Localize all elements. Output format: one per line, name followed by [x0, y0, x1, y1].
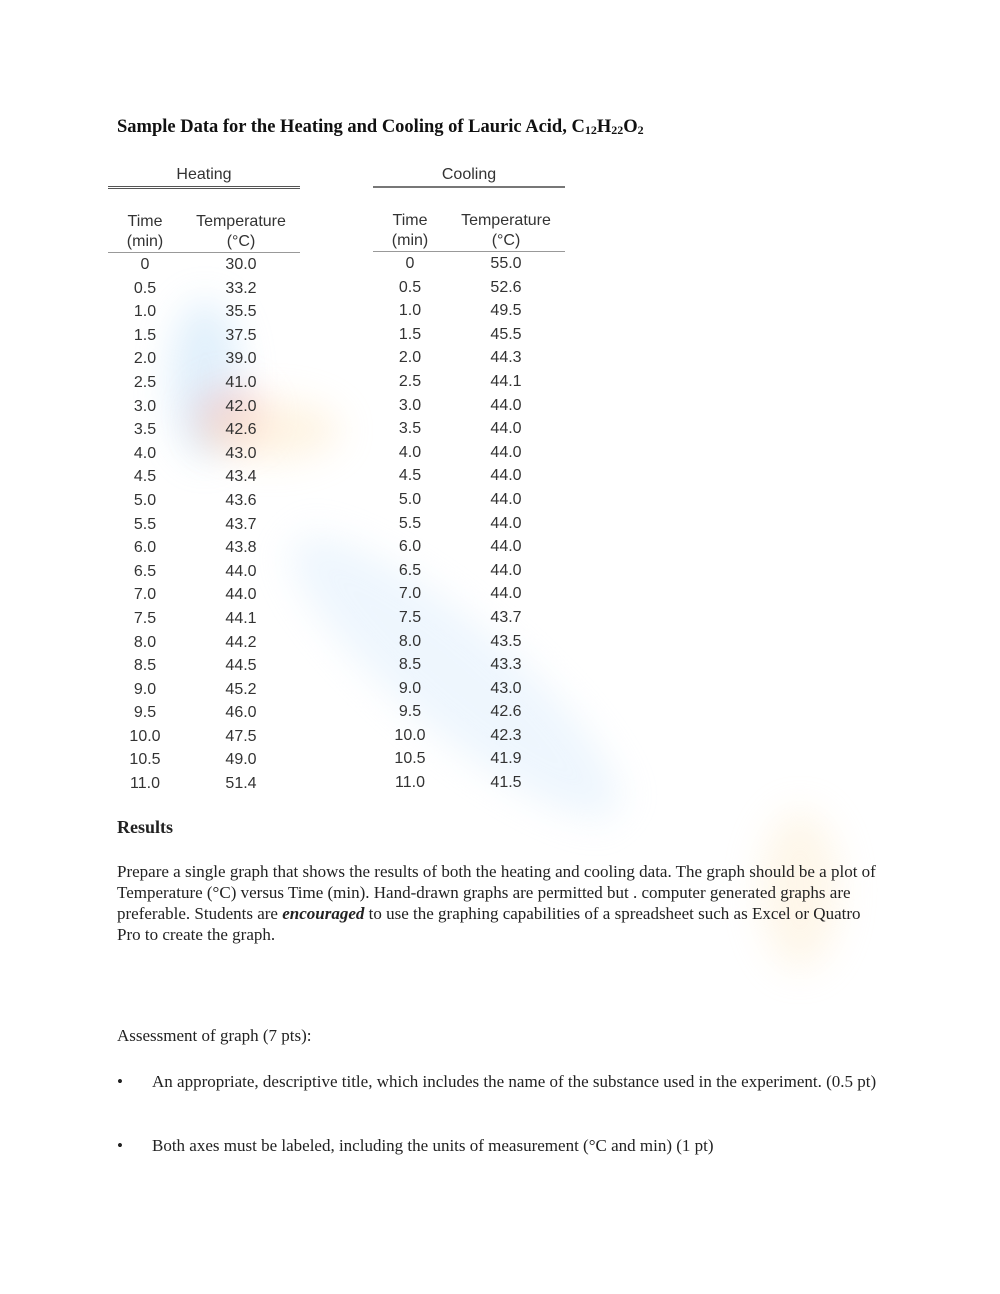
table-row — [373, 653, 565, 677]
time-cell: 6.5 — [133, 562, 157, 580]
time-cell: 10.5 — [129, 751, 161, 769]
time-cell: 3.0 — [133, 397, 157, 415]
table-row — [373, 535, 565, 559]
time-cell: 9.0 — [133, 680, 157, 698]
cooling-caption: Cooling — [441, 166, 497, 183]
temperature-cell: 44.0 — [490, 467, 522, 485]
table-row — [108, 418, 300, 442]
time-cell: 6.0 — [398, 538, 422, 556]
temperature-cell: 44.0 — [225, 586, 257, 604]
time-cell: 3.5 — [398, 420, 422, 438]
table-row — [373, 299, 565, 323]
heating-caption: Heating — [176, 166, 232, 183]
cooling-rule — [373, 186, 565, 189]
table-row — [108, 560, 300, 584]
temperature-cell: 37.5 — [225, 326, 257, 344]
table-row — [108, 772, 300, 796]
col-time-unit: (min) — [391, 232, 429, 249]
col-time: Time — [127, 213, 163, 230]
temperature-cell: 41.9 — [490, 750, 522, 768]
time-cell: 4.0 — [398, 443, 422, 461]
table-row — [373, 747, 565, 771]
emphasis-encouraged: encouraged — [282, 904, 365, 923]
cooling-table — [373, 164, 565, 795]
time-cell: 8.0 — [133, 633, 157, 651]
table-row — [108, 465, 300, 489]
table-row — [373, 346, 565, 370]
temperature-cell: 52.6 — [490, 278, 522, 296]
time-cell: 4.5 — [133, 468, 157, 486]
table-row — [373, 771, 565, 795]
temperature-cell: 44.5 — [225, 657, 257, 675]
time-cell: 0.5 — [133, 279, 157, 297]
table-row — [373, 394, 565, 418]
time-cell: 5.5 — [133, 515, 157, 533]
temperature-cell: 44.0 — [490, 538, 522, 556]
table-row — [108, 748, 300, 772]
temperature-cell: 43.4 — [225, 468, 257, 486]
temperature-cell: 41.5 — [490, 774, 522, 792]
table-row — [373, 700, 565, 724]
temperature-cell: 44.0 — [225, 562, 257, 580]
table-row — [108, 583, 300, 607]
table-row — [108, 395, 300, 419]
temperature-cell: 43.7 — [490, 608, 522, 626]
results-heading: Results — [117, 817, 174, 837]
table-row — [108, 607, 300, 631]
table-row — [108, 277, 300, 301]
bullet-item: • Both axes must be labeled, including the units of measurement (°C and min) (1 pt) — [117, 1136, 714, 1155]
table-row — [108, 725, 300, 749]
temperature-cell: 44.1 — [225, 609, 257, 627]
bullet-icon: • — [117, 1136, 123, 1155]
time-cell: 9.5 — [133, 704, 157, 722]
time-cell: 11.0 — [130, 775, 160, 793]
table-row — [373, 252, 565, 276]
time-cell: 8.5 — [133, 657, 157, 675]
temperature-cell: 45.5 — [490, 325, 522, 343]
temperature-cell: 42.6 — [225, 421, 257, 439]
bullet-item: • An appropriate, descriptive title, which includes the name of the substance used in the experiment. (0.5 pt) — [117, 1072, 877, 1091]
time-cell: 5.0 — [133, 491, 157, 509]
time-cell: 2.0 — [133, 350, 157, 368]
temperature-cell: 44.1 — [490, 372, 522, 390]
temperature-cell: 47.5 — [225, 727, 257, 745]
time-cell: 0.5 — [398, 278, 422, 296]
temperature-cell: 39.0 — [225, 350, 257, 368]
table-row — [373, 276, 565, 300]
time-cell: 10.0 — [394, 726, 426, 744]
col-temp-unit: (°C) — [491, 232, 521, 249]
table-row — [373, 488, 565, 512]
time-cell: 6.5 — [398, 561, 422, 579]
temperature-cell: 44.0 — [490, 514, 522, 532]
time-cell: 1.0 — [398, 302, 422, 320]
temperature-cell: 43.7 — [225, 515, 257, 533]
temperature-cell: 42.3 — [490, 726, 522, 744]
time-cell: 5.0 — [398, 490, 422, 508]
time-cell: 4.0 — [133, 444, 157, 462]
time-cell: 5.5 — [398, 514, 422, 532]
cooling-header — [373, 211, 565, 252]
table-row — [373, 559, 565, 583]
time-cell: 1.5 — [133, 326, 157, 344]
time-cell: 6.0 — [133, 539, 157, 557]
temperature-cell: 51.4 — [225, 775, 257, 793]
temperature-cell: 43.5 — [490, 632, 522, 650]
time-cell: 1.0 — [133, 303, 157, 321]
time-cell: 10.5 — [394, 750, 426, 768]
table-row — [108, 678, 300, 702]
table-row — [108, 631, 300, 655]
col-time: Time — [392, 212, 428, 229]
heating-rule — [108, 186, 300, 190]
table-row — [108, 513, 300, 537]
time-cell: 11.0 — [395, 774, 425, 792]
temperature-cell: 45.2 — [225, 680, 257, 698]
time-cell: 0 — [405, 255, 415, 272]
temperature-cell: 44.0 — [490, 443, 522, 461]
table-row — [108, 324, 300, 348]
table-row — [373, 512, 565, 536]
heating-table — [108, 164, 300, 796]
table-row — [373, 417, 565, 441]
col-temp: Temperature — [461, 212, 551, 229]
time-cell: 10.0 — [129, 727, 161, 745]
temperature-cell: 44.0 — [490, 585, 522, 603]
temperature-cell: 30.0 — [225, 256, 257, 273]
temperature-cell: 55.0 — [490, 255, 522, 272]
temperature-cell: 44.0 — [490, 396, 522, 414]
temperature-cell: 49.0 — [225, 751, 257, 769]
table-row — [373, 630, 565, 654]
time-cell: 7.5 — [398, 608, 422, 626]
table-row — [108, 253, 300, 277]
table-row — [108, 654, 300, 678]
table-row — [373, 724, 565, 748]
temperature-cell: 43.8 — [225, 539, 257, 557]
temperature-cell: 43.0 — [490, 679, 522, 697]
results-paragraph: Prepare a single graph that shows the results of both the heating and cooling data. The graph should be a plot of Temperature (°C) versus Time (min). Hand-drawn graphs are permitted but . computer generated graphs are preferable. Students are encouraged to use the graphing capabilities of a spreadsheet such as Excel or Quatro Pro to create the graph. — [117, 862, 876, 944]
temperature-cell: 46.0 — [225, 704, 257, 722]
table-row — [108, 300, 300, 324]
temperature-cell: 43.3 — [490, 656, 522, 674]
temperature-cell: 43.6 — [225, 491, 257, 509]
table-row — [373, 606, 565, 630]
time-cell: 0 — [140, 256, 150, 273]
table-row — [373, 677, 565, 701]
table-row — [373, 323, 565, 347]
time-cell: 4.5 — [398, 467, 422, 485]
table-row — [373, 464, 565, 488]
temperature-cell: 42.0 — [225, 397, 257, 415]
table-row — [108, 489, 300, 513]
time-cell: 7.0 — [133, 586, 157, 604]
temperature-cell: 44.2 — [225, 633, 257, 651]
col-time-unit: (min) — [126, 233, 164, 250]
time-cell: 2.5 — [398, 372, 422, 390]
time-cell: 2.0 — [398, 349, 422, 367]
table-row — [108, 701, 300, 725]
time-cell: 7.5 — [133, 609, 157, 627]
time-cell: 1.5 — [398, 325, 422, 343]
time-cell: 3.5 — [133, 421, 157, 439]
temperature-cell: 44.0 — [490, 420, 522, 438]
time-cell: 3.0 — [398, 396, 422, 414]
table-row — [373, 582, 565, 606]
temperature-cell: 49.5 — [490, 302, 522, 320]
heating-rows — [108, 253, 300, 796]
table-row — [108, 442, 300, 466]
temperature-cell: 35.5 — [225, 303, 257, 321]
col-temp: Temperature — [196, 213, 286, 230]
temperature-cell: 44.0 — [490, 490, 522, 508]
table-row — [373, 370, 565, 394]
temperature-cell: 44.3 — [490, 349, 522, 367]
time-cell: 8.5 — [398, 656, 422, 674]
time-cell: 7.0 — [398, 585, 422, 603]
cooling-rows — [373, 252, 565, 795]
heating-header — [108, 212, 300, 253]
page-title: Sample Data for the Heating and Cooling of Lauric Acid, $C_{12}H_{22}O_2$ — [117, 117, 644, 137]
temperature-cell: 43.0 — [225, 444, 257, 462]
table-row — [373, 441, 565, 465]
time-cell: 9.5 — [398, 703, 422, 721]
temperature-cell: 44.0 — [490, 561, 522, 579]
bullet-icon: • — [117, 1072, 123, 1091]
time-cell: 9.0 — [398, 679, 422, 697]
temperature-cell: 41.0 — [225, 373, 257, 391]
temperature-cell: 42.6 — [490, 703, 522, 721]
time-cell: 2.5 — [133, 373, 157, 391]
temperature-cell: 33.2 — [225, 279, 257, 297]
assessment-heading: Assessment of graph (7 pts): — [117, 1026, 312, 1045]
table-row — [108, 347, 300, 371]
table-row — [108, 536, 300, 560]
table-row — [108, 371, 300, 395]
time-cell: 8.0 — [398, 632, 422, 650]
col-temp-unit: (°C) — [226, 233, 256, 250]
